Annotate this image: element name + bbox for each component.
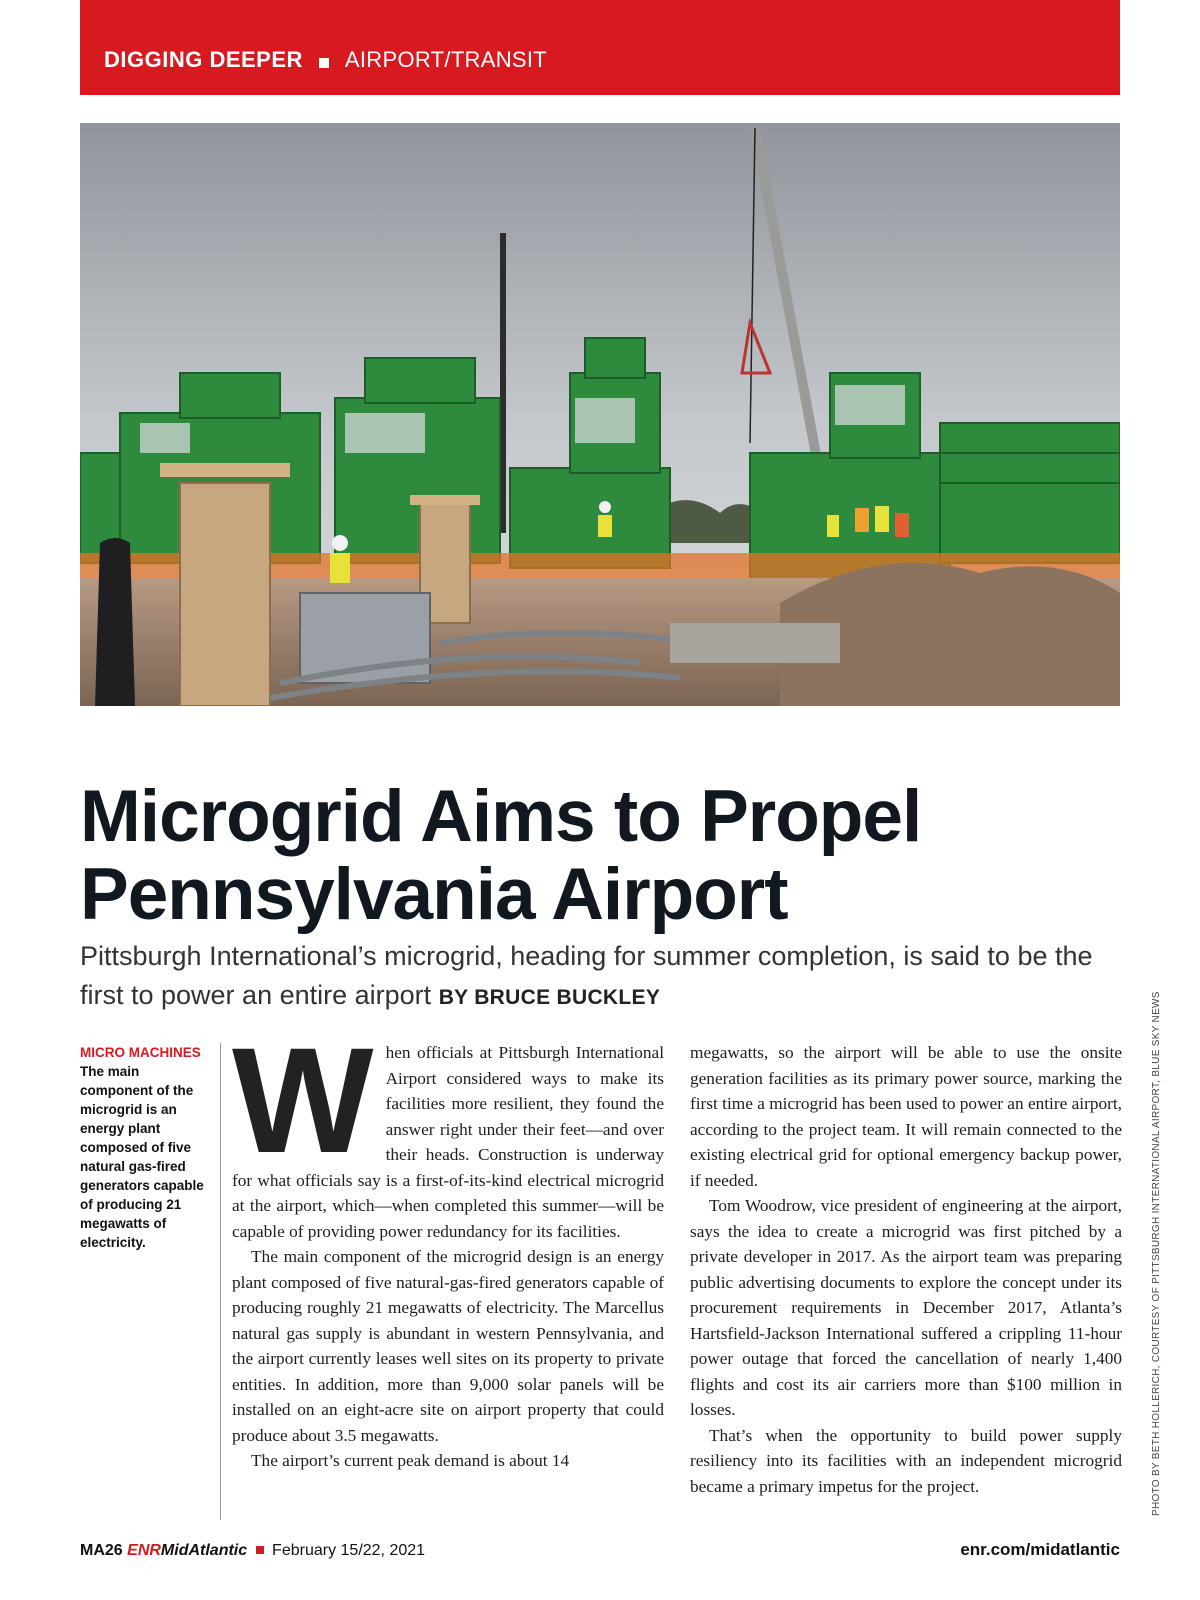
topic-label: AIRPORT/TRANSIT [344, 47, 548, 72]
paragraph-6: That’s when the opportunity to build power supply resiliency into its facilities with an independent microgrid became a primary impetus for the project. [690, 1425, 1122, 1496]
construction-site-photo [80, 123, 1120, 706]
issue-date: February 15/22, 2021 [272, 1542, 426, 1559]
photo-credit: PHOTO BY BETH HOLLERICH, COURTESY OF PITTSBURGH INTERNATIONAL AIRPORT, BLUE SKY NEWS [1151, 991, 1162, 1516]
paragraph-1 [232, 1016, 664, 1244]
paragraph-2: The main component of the microgrid design is an energy plant composed of five natural-gas-fired generators capable of producing roughly 21 megawatts of electricity. The Marcellus natural gas supply is abundant in western Pennsylvania, and the airport currently leases well sites on its property to private entities. In addition, more than 9,000 solar panels will be installed on an eight-acre site on airport property that could produce about 3.5 megawatts. [232, 1247, 664, 1445]
page-footer [80, 1540, 1120, 1560]
footer-left [80, 1542, 425, 1560]
article-dek [80, 937, 1140, 1017]
photo-caption [80, 1043, 210, 1252]
header-square-separator [319, 58, 329, 68]
brand-enr: ENR [127, 1542, 161, 1559]
column-divider [220, 1043, 221, 1520]
caption-title: MICRO MACHINES [80, 1045, 201, 1060]
article-headline [80, 778, 1140, 934]
section-header-bar [80, 0, 1120, 95]
paragraph-5: Tom Woodrow, vice president of engineering at the airport, says the idea to create a microgrid was first pitched by a private developer in 2017. As the airport team was preparing public advertising documents to explore the concept under its procurement requirements in December 2017, Atlanta’s Hartsfield-Jackson International suffered a crippling 11-hour power outage that forced the cancellation of nearly 1,400 flights and cost its air carriers more than $100 million in losses. [690, 1196, 1122, 1419]
footer-square-separator [256, 1546, 264, 1554]
paragraph-1-text: hen officials at Pittsburgh International Airport considered ways to make its facilities more resilient, they found the answer right under their feet—and over their heads. Construction is underway for what officials say is a first-of-its-kind electrical microgrid at the airport, which—when completed this summer—will be capable of providing power redundancy for its facilities. [232, 1043, 664, 1241]
caption-text: The main component of the microgrid is an energy plant composed of five natural gas-fired generators capable of producing 21 megawatts of electricity. [80, 1064, 204, 1250]
section-label: DIGGING DEEPER [104, 47, 303, 72]
paragraph-4: megawatts, so the airport will be able to use the onsite generation facilities as its primary power source, marking the first time a microgrid has been used to power an entire airport, according to the project team. It will remain connected to the existing electrical grid for optional emergency backup power, if needed. [690, 1043, 1122, 1190]
drop-cap: W [232, 1016, 374, 1184]
article-column-1 [232, 1016, 664, 1474]
paragraph-3: The airport’s current peak demand is about 14 [251, 1451, 570, 1470]
page-number: MA26 [80, 1542, 123, 1559]
headline-line-2: Pennsylvania Airport [80, 854, 788, 935]
headline-line-1: Microgrid Aims to Propel [80, 776, 922, 857]
footer-url-link[interactable]: enr.com/midatlantic [960, 1540, 1120, 1559]
brand-region: MidAtlantic [160, 1542, 248, 1559]
article-column-2 [690, 1040, 1122, 1499]
dek-text: Pittsburgh International’s microgrid, heading for summer completion, is said to be the first to power an entire airport [80, 941, 1093, 1010]
byline: BY BRUCE BUCKLEY [438, 986, 661, 1009]
